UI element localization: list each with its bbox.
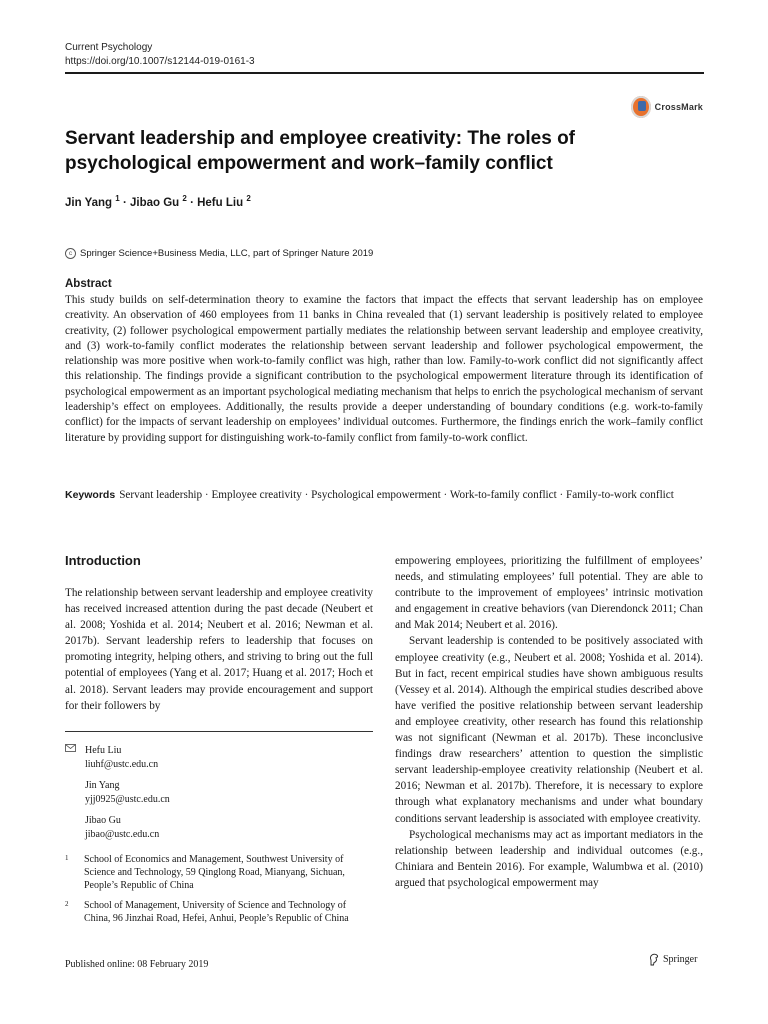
publisher-name: Springer bbox=[663, 954, 698, 965]
author-separator: · bbox=[122, 196, 127, 209]
contact-name: Hefu Liu bbox=[85, 745, 122, 756]
affiliation-number: 2 bbox=[65, 900, 69, 908]
contact-entry bbox=[85, 744, 170, 771]
author-list bbox=[65, 194, 251, 209]
affiliation bbox=[65, 899, 373, 925]
doi-link[interactable]: https://doi.org/10.1007/s12144-019-0161-3 bbox=[65, 56, 255, 67]
contact-email[interactable]: liuhf@ustc.edu.cn bbox=[85, 758, 159, 770]
keywords-label: Keywords bbox=[65, 489, 116, 501]
contact-entry bbox=[85, 779, 170, 806]
paragraph: Psychological mechanisms may act as important mediators in the relationship between leadership and individual outcomes (e.g., Chiniara and Bentein 2016). For example, Walumbwa et al. (2010) argued that psychological empowerment may bbox=[395, 828, 703, 889]
contact-entry bbox=[85, 814, 170, 841]
contact-email[interactable]: jibao@ustc.edu.cn bbox=[85, 828, 160, 840]
author-name[interactable]: Hefu Liu bbox=[197, 196, 244, 209]
keywords-text: Servant leadership · Employee creativity · Psychological empowerment · Work-to-family conflict · Family-to-work conflict bbox=[119, 489, 674, 501]
author-separator: · bbox=[190, 196, 194, 209]
keywords-block bbox=[65, 488, 703, 504]
journal-header bbox=[65, 41, 255, 69]
abstract-heading: Abstract bbox=[65, 278, 112, 290]
affiliation-number: 1 bbox=[65, 854, 69, 862]
copyright-line bbox=[65, 248, 373, 259]
springer-horse-icon bbox=[648, 953, 660, 966]
left-column bbox=[65, 585, 373, 714]
copyright-icon: c bbox=[65, 248, 76, 259]
author-name[interactable]: Jin Yang bbox=[65, 196, 113, 209]
contact-name: Jin Yang bbox=[85, 780, 120, 791]
published-date: Published online: 08 February 2019 bbox=[65, 959, 209, 970]
paragraph: Servant leadership is contended to be positively associated with employee creativity (e.g., Neubert et al. 2008; Yoshida et al. 2014). But in fact, recent empirical studies have shown ambiguous results (Vessey et al. 2014). Although the empirical studies described above have verified the positive relationship between servant leadership and employee creativity, other research has found this relationship was not significant (Newman et al. 2017b). These inconclusive findings draw researchers’ attention to question the simplistic servant leadership-employee creativity relationship (Neubert et al. 2016; Newman et al. 2017b). Therefore, it is necessary to explore through what explanatory mechanisms and under what boundary conditions servant leadership is associated with employee creativity. bbox=[395, 635, 703, 825]
introduction-heading: Introduction bbox=[65, 553, 141, 568]
crossmark-icon bbox=[631, 96, 651, 118]
paragraph: empowering employees, prioritizing the fulfillment of employees’ needs, and stimulating employees’ full potential. They are able to contribute to the improvement of employees’ intrinsic motivation and engagement in creative behaviors (van Dierendonck 2011; Chan and Mak 2014; Neubert et al. 2016). bbox=[395, 555, 703, 632]
crossmark-badge[interactable] bbox=[631, 93, 703, 121]
author-affiliation-mark: 1 bbox=[115, 194, 120, 203]
journal-name: Current Psychology bbox=[65, 42, 153, 53]
paper-title: Servant leadership and employee creativity: The roles of psychological empowerment and work–family conflict bbox=[65, 128, 576, 174]
contact-name: Jibao Gu bbox=[85, 815, 121, 826]
affiliation bbox=[65, 853, 373, 892]
paragraph: The relationship between servant leadership and employee creativity has received increased attention during the past decade (Neubert et al. 2008; Yoshida et al. 2014; Neubert et al. 2016; Newman et al. 2017b). Servant leadership refers to leadership that focuses on promoting integrity, helping others, and striving to bring out the full potential of employees (Yang et al. 2017; Huang et al. 2017; Hoch et al. 2018). Servant leaders may provide encouragement and support for their followers by bbox=[65, 587, 373, 712]
contact-list bbox=[65, 744, 170, 849]
right-column bbox=[395, 553, 703, 891]
copyright-text: Springer Science+Business Media, LLC, part of Springer Nature 2019 bbox=[80, 248, 374, 259]
author-affiliation-mark: 2 bbox=[182, 194, 187, 203]
contact-email[interactable]: yjj0925@ustc.edu.cn bbox=[85, 793, 170, 805]
abstract-text: This study builds on self-determination theory to examine the factors that impact the effects that servant leadership has on employee creativity. An observation of 460 employees from 11 banks in China revealed that (1) servant leadership is positively related to employee creativity, (2) follower psychological empowerment partially mediates the relationship between servant leadership and employee creativity, and (3) work-to-family conflict moderates the relationship between servant leadership and follower psychological empowerment, the relationship was more positive when work-to-family conflict was high, rather than low. Family-to-work conflict did not significantly affect this relationship. The findings provide a significant contribution to the psychological empowerment literature through its identification of psychological empowerment as an important psychological mediating mechanism that helps to enrich the psychological mechanism of servant leadership’s effect on employees. Additionally, the results provide a deeper understanding of boundary conditions (e.g. work-to-family conflict) for the impacts of servant leadership on employees’ individual outcomes. Furthermore, the findings enrich the work–family conflict literature by providing support for distinguishing work-to-family conflict from family-to-work conflict. bbox=[65, 294, 703, 444]
author-affiliation-mark: 2 bbox=[246, 194, 251, 203]
affiliation-text: School of Management, University of Science and Technology of China, 96 Jinzhai Road, Hefei, Anhui, People’s Republic of China bbox=[84, 900, 349, 924]
header-rule bbox=[65, 72, 704, 74]
crossmark-label: CrossMark bbox=[654, 102, 703, 112]
publisher-logo bbox=[648, 953, 697, 966]
envelope-icon bbox=[65, 744, 76, 752]
affiliation-text: School of Economics and Management, Southwest University of Science and Technology, 59 Qinglong Road, Mianyang, Sichuan, People’s Republic of China bbox=[84, 854, 345, 891]
footnote-rule bbox=[65, 731, 373, 732]
author-name[interactable]: Jibao Gu bbox=[130, 196, 180, 209]
